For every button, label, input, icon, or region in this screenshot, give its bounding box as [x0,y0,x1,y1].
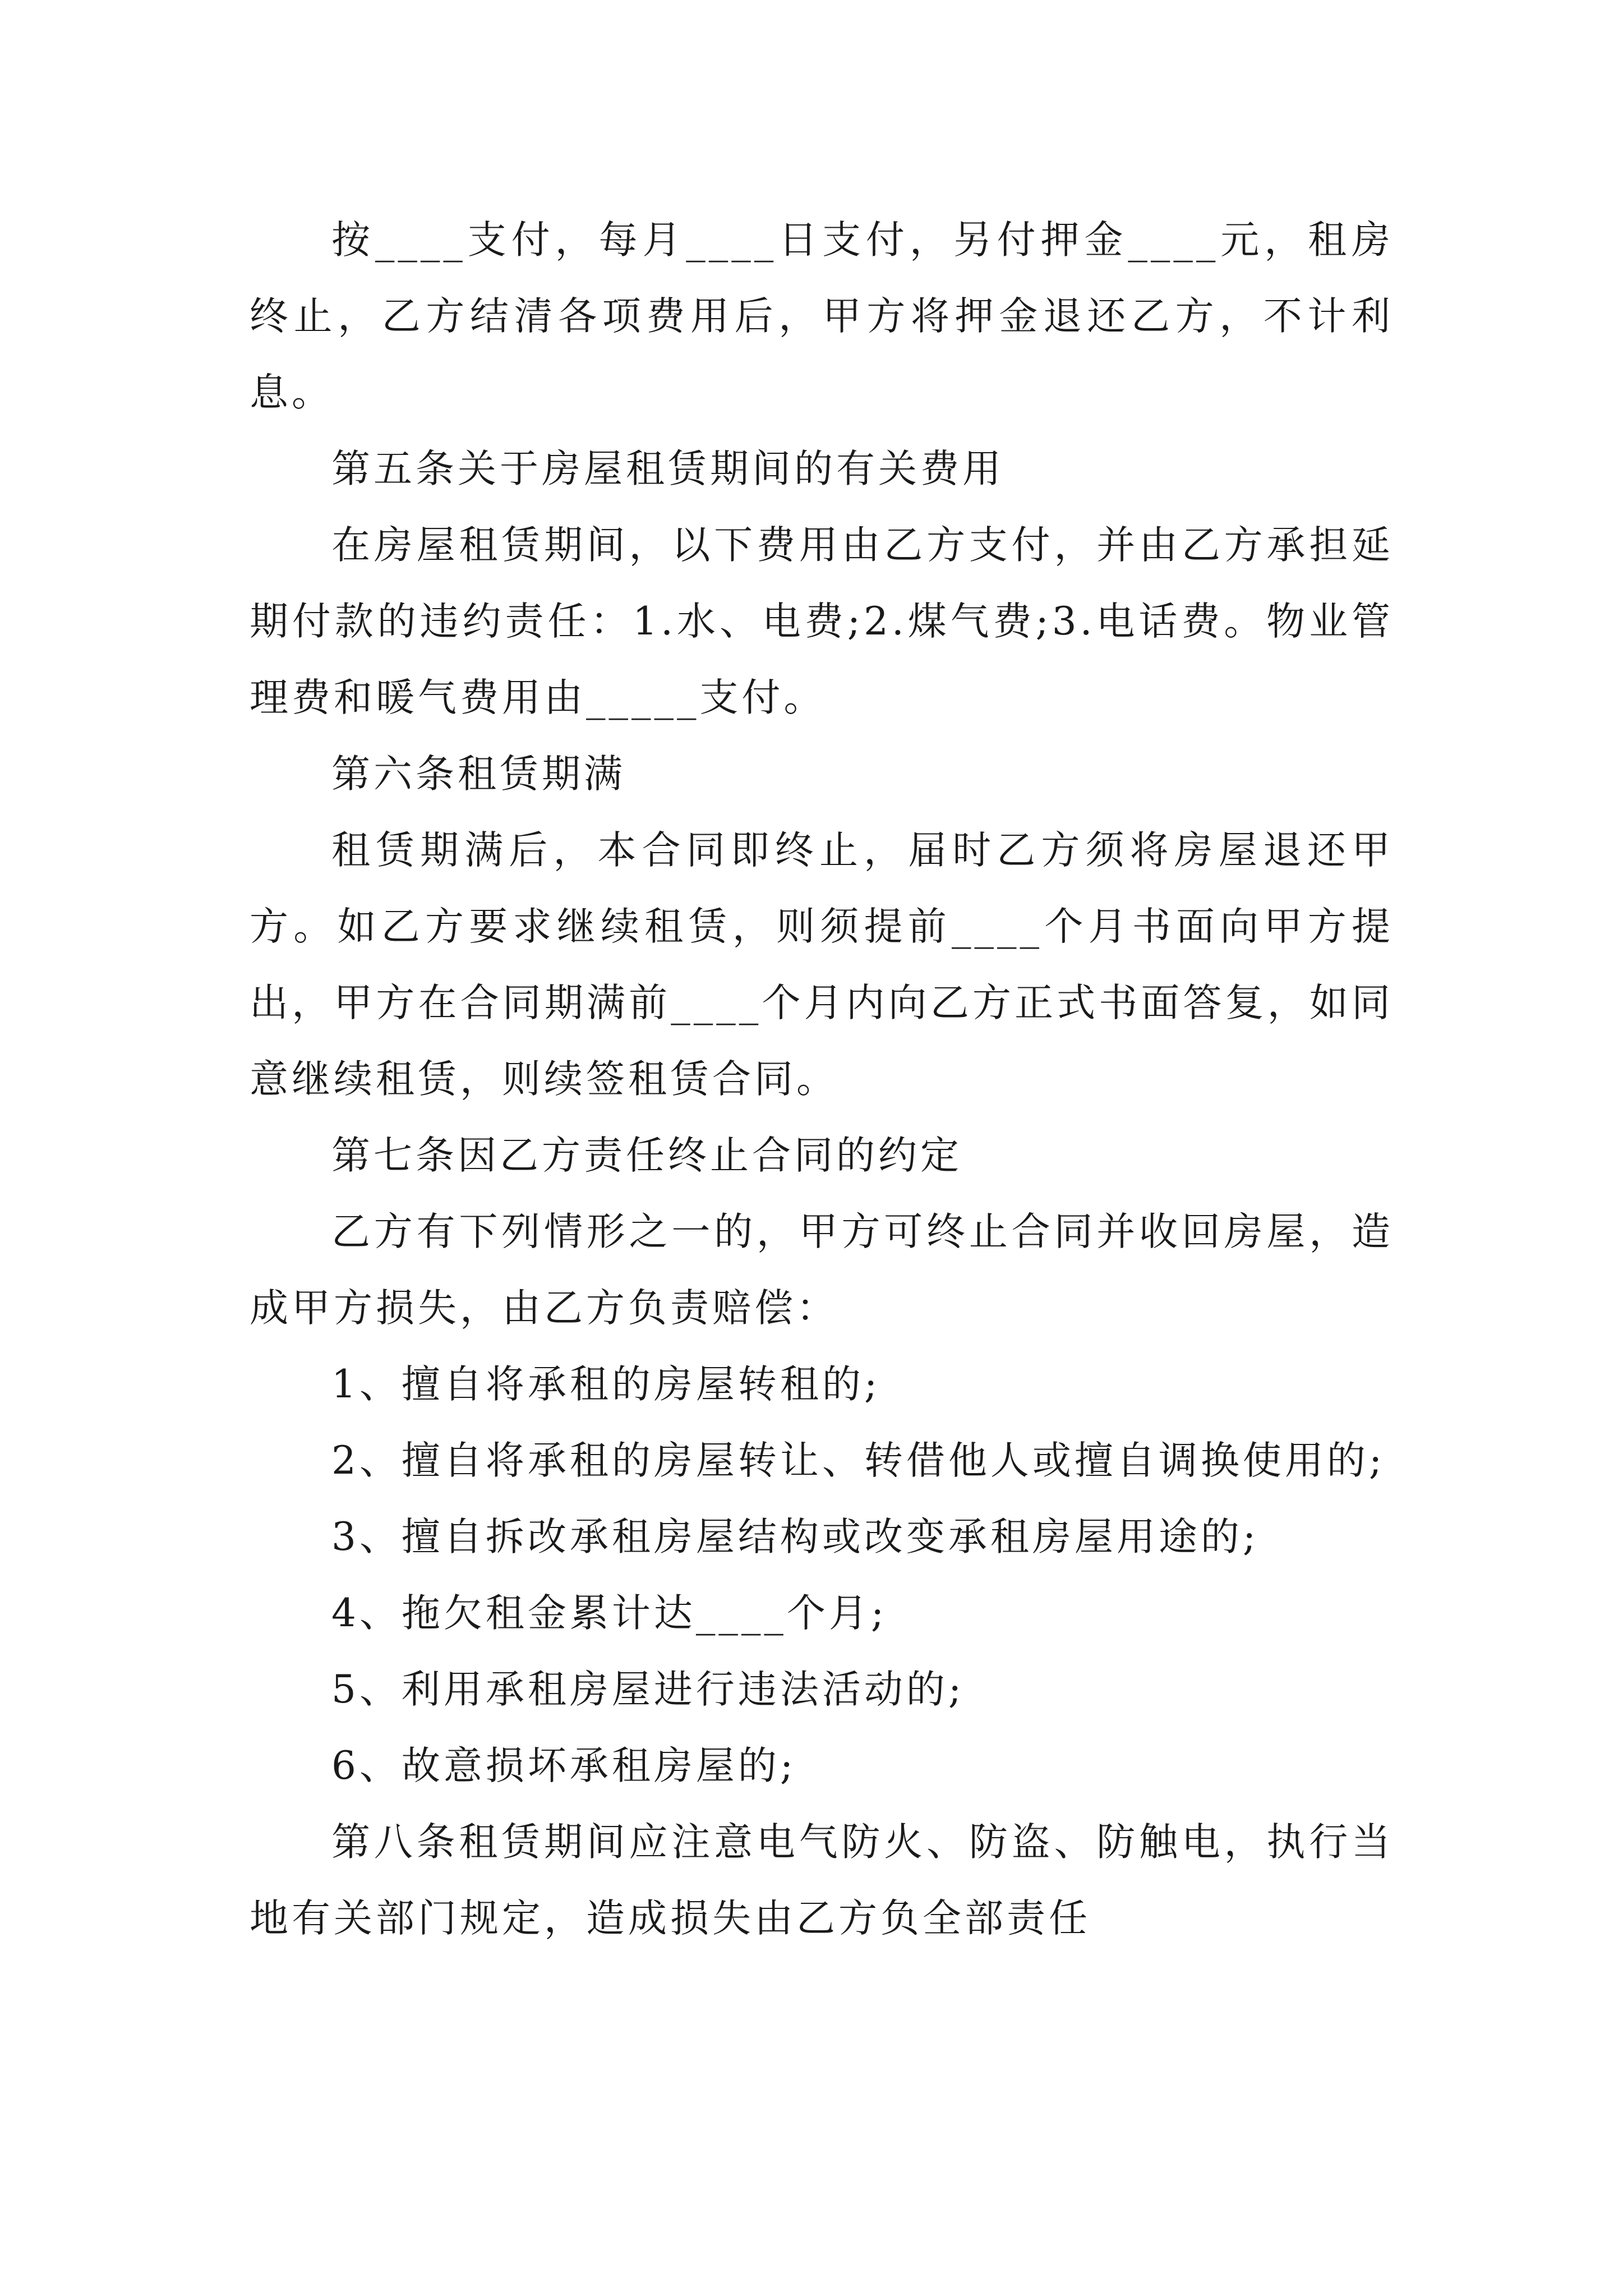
list-item-1: 1、擅自将承租的房屋转租的; [331,1362,881,1407]
article-5-heading: 第五条关于房屋租赁期间的有关费用 [331,447,1004,491]
paragraph-deposit-payment: 按____支付，每月____日支付，另付押金____元，租房终止，乙方结清各项费用后，甲方将押金退还乙方，不计利息。 [250,218,1394,415]
article-8-paragraph: 第八条租赁期间应注意电气防火、防盗、防触电，执行当地有关部门规定，造成损失由乙方负全部责任 [250,1820,1394,1941]
list-item-4: 4、拖欠租金累计达____个月; [331,1591,888,1636]
list-item-6: 6、故意损坏承租房屋的; [331,1743,797,1788]
list-item-5: 5、利用承租房屋进行违法活动的; [331,1667,965,1712]
document-body [250,202,1394,1957]
paragraph-lease-expiry: 租赁期满后，本合同即终止，届时乙方须将房屋退还甲方。如乙方要求继续租赁，则须提前____个月书面向甲方提出，甲方在合同期满前____个月内向乙方正式书面答复，如同意继续租赁，则续签租赁合同。 [250,828,1394,1102]
article-6-heading: 第六条租赁期满 [331,752,626,797]
list-item-2: 2、擅自将承租的房屋转让、转借他人或擅自调换使用的; [331,1438,1386,1483]
paragraph-rental-fees: 在房屋租赁期间，以下费用由乙方支付，并由乙方承担延期付款的违约责任：1.水、电费;2.煤气费;3.电话费。物业管理费和暖气费用由_____支付。 [250,523,1394,720]
list-item-3: 3、擅自拆改承租房屋结构或改变承租房屋用途的; [331,1515,1260,1559]
article-7-heading: 第七条因乙方责任终止合同的约定 [331,1133,962,1178]
paragraph-termination-intro: 乙方有下列情形之一的，甲方可终止合同并收回房屋，造成甲方损失，由乙方负责赔偿： [250,1209,1394,1331]
